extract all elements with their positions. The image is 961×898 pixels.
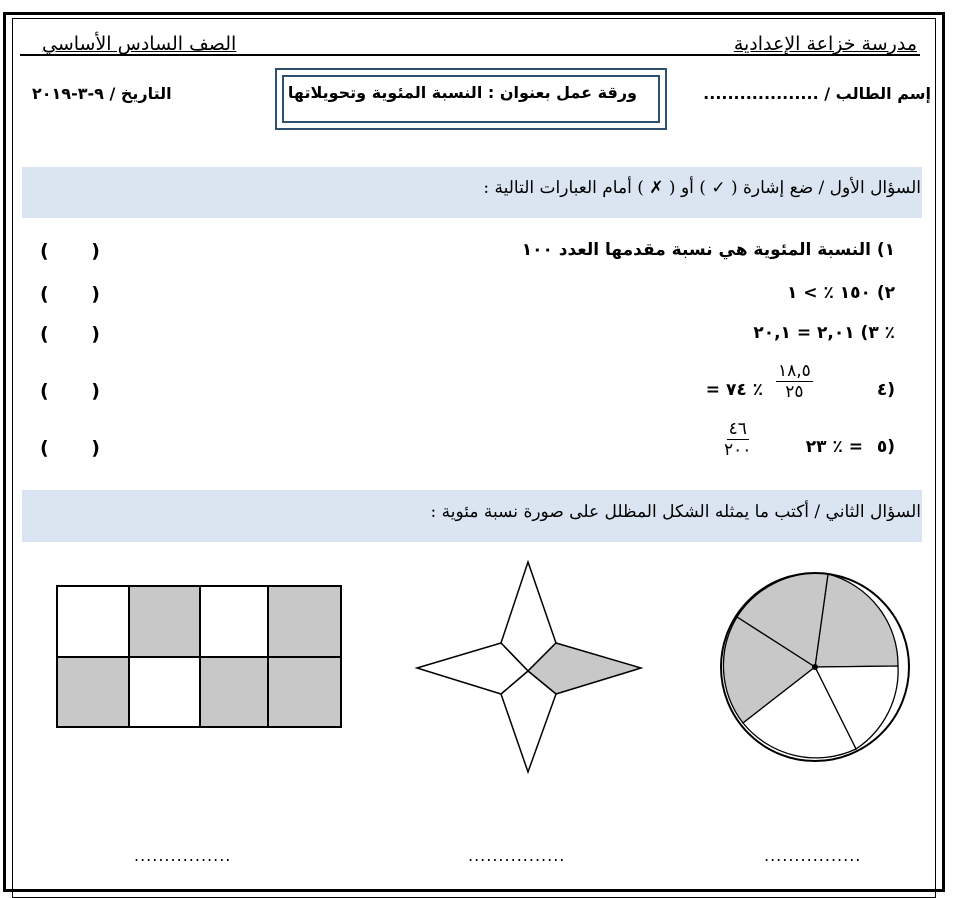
- grid-cell-r2c2: [129, 657, 200, 727]
- q2-instruction: السؤال الثاني / أكتب ما يمثله الشكل المظلل على صورة نسبة مئوية :: [430, 502, 921, 522]
- grid-cell-r1c2: [129, 586, 200, 657]
- fraction-numerator: ٤٦: [728, 419, 747, 439]
- four-point-star-figure: [413, 557, 649, 777]
- date-label: التاريخ / ٩-٣-٢٠١٩: [32, 84, 172, 103]
- grid-cell-r1c3: [200, 586, 268, 657]
- answer-dots-grid[interactable]: ................: [134, 846, 232, 865]
- answer-paren-1[interactable]: ( ): [40, 240, 118, 262]
- grid-cell-r1c4: [268, 586, 341, 657]
- q1-item-3: ٣) ٢,٠١ = ٢٠,١ ٪: [753, 323, 895, 343]
- q1-item-4-rest: = ٧٤ ٪: [705, 380, 763, 400]
- q1-item-2: ٢) ١٥٠ ٪ > ١: [786, 283, 895, 303]
- school-name: مدرسة خزاعة الإعدادية: [733, 33, 917, 55]
- grid-cell-r2c4: [268, 657, 341, 727]
- grid-cell-r1c1: [57, 586, 129, 657]
- fraction-denominator: ٢٥: [785, 382, 804, 402]
- worksheet-title: ورقة عمل بعنوان : النسبة المئوية وتحويلاتها: [287, 83, 637, 102]
- q1-item-5-left: ٢٣ ٪ =: [805, 437, 863, 457]
- answer-dots-star[interactable]: ................: [468, 846, 566, 865]
- student-name-field[interactable]: إسم الطالب / ...................: [703, 84, 931, 103]
- answer-paren-5[interactable]: ( ): [40, 437, 118, 459]
- grade-label: الصف السادس الأساسي: [42, 33, 237, 55]
- answer-paren-4[interactable]: ( ): [40, 380, 118, 402]
- rectangle-grid-figure: [55, 584, 345, 730]
- q1-item-4-fraction: [776, 362, 813, 401]
- q1-item-4-prefix: ٤): [876, 380, 895, 400]
- q1-instruction: السؤال الأول / ضع إشارة ( ✓ ) أو ( ✗ ) أمام العبارات التالية :: [483, 178, 921, 198]
- fraction-denominator: ٢٠٠: [724, 440, 752, 460]
- q1-item-1: ١) النسبة المئوية هي نسبة مقدمها العدد ١٠٠: [521, 240, 895, 260]
- header-divider: [20, 54, 920, 56]
- grid-cell-r2c1: [57, 657, 129, 727]
- circle-sector-shaded-1: [815, 574, 898, 667]
- fraction-numerator: ١٨,٥: [778, 361, 811, 381]
- circle-center-point: [812, 664, 818, 670]
- q1-item-5-fraction: [724, 420, 751, 459]
- q1-item-5-prefix: ٥): [876, 437, 895, 457]
- worksheet-title-box: [275, 68, 667, 130]
- grid-cell-r2c3: [200, 657, 268, 727]
- answer-paren-3[interactable]: ( ): [40, 323, 118, 345]
- pie-circle-figure: [719, 571, 911, 763]
- answer-dots-circle[interactable]: ................: [764, 846, 862, 865]
- answer-paren-2[interactable]: ( ): [40, 283, 118, 305]
